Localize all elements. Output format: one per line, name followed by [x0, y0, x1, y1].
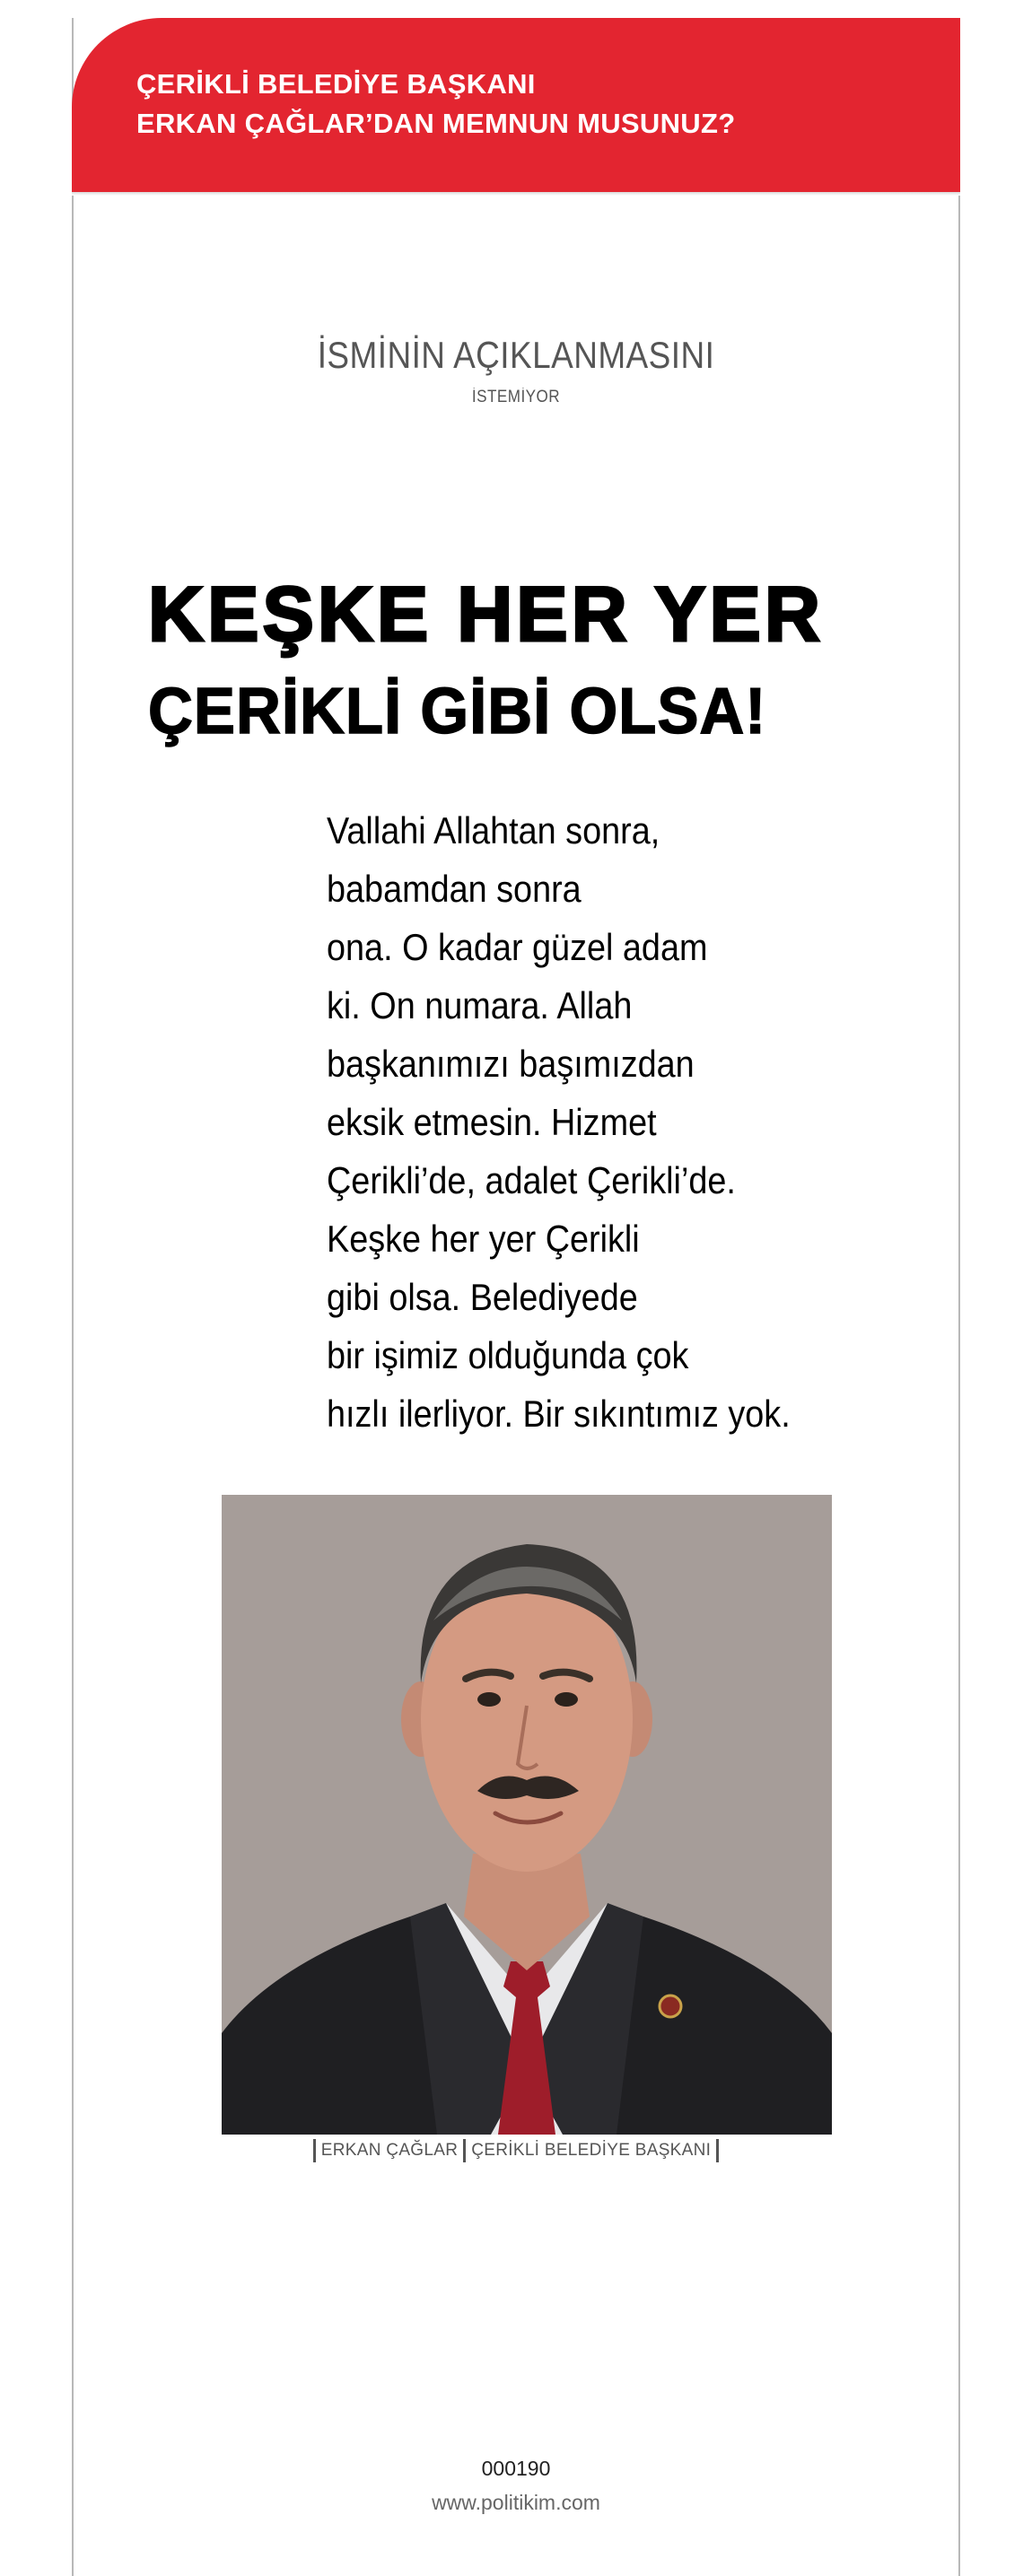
banner-question-line-2: ERKAN ÇAĞLAR’DAN MEMNUN MUSUNUZ?	[136, 108, 736, 139]
quote-line: gibi olsa. Belediyede	[327, 1276, 638, 1318]
banner-question-line-1: ÇERİKLİ BELEDİYE BAŞKANI	[136, 68, 536, 100]
quote-line: bir işimiz olduğunda çok	[327, 1334, 689, 1376]
caption-divider	[716, 2139, 719, 2162]
headline-line-2: ÇERİKLİ GİBİ OLSA!	[148, 676, 767, 747]
quote-line: Çerikli’de, adalet Çerikli’de.	[327, 1159, 736, 1201]
quote-text	[327, 801, 842, 1443]
footer-website: www.politikim.com	[432, 2491, 600, 2514]
footer-code: 000190	[481, 2457, 551, 2480]
header-banner	[72, 18, 960, 194]
portrait-illustration	[222, 1495, 832, 2135]
quote-line: başkanımızı başımızdan	[327, 1043, 695, 1085]
quote-line: hızlı ilerliyor. Bir sıkıntımız yok.	[327, 1393, 791, 1435]
banner-shadow	[72, 192, 960, 196]
respondent-sublabel: İSTEMİYOR	[471, 388, 561, 406]
caption-name: ERKAN ÇAĞLAR	[320, 2141, 459, 2160]
caption-title: ÇERİKLİ BELEDİYE BAŞKANI	[471, 2141, 712, 2160]
quote-line: eksik etmesin. Hizmet	[327, 1101, 657, 1143]
quote-line: babamdan sonra	[327, 868, 582, 910]
caption-divider	[313, 2139, 316, 2162]
quote-line: Keşke her yer Çerikli	[327, 1218, 640, 1260]
quote-line: ona. O kadar güzel adam	[327, 926, 708, 968]
quote-line: Vallahi Allahtan sonra,	[327, 809, 660, 851]
respondent-label: İSMİNİN AÇIKLANMASINI	[317, 334, 715, 376]
headline-line-1: KEŞKE HER YER	[148, 572, 824, 658]
quote-line: ki. On numara. Allah	[327, 984, 633, 1026]
caption-divider	[463, 2139, 466, 2162]
mayor-portrait-photo	[222, 1495, 832, 2135]
photo-caption	[0, 2139, 1032, 2162]
